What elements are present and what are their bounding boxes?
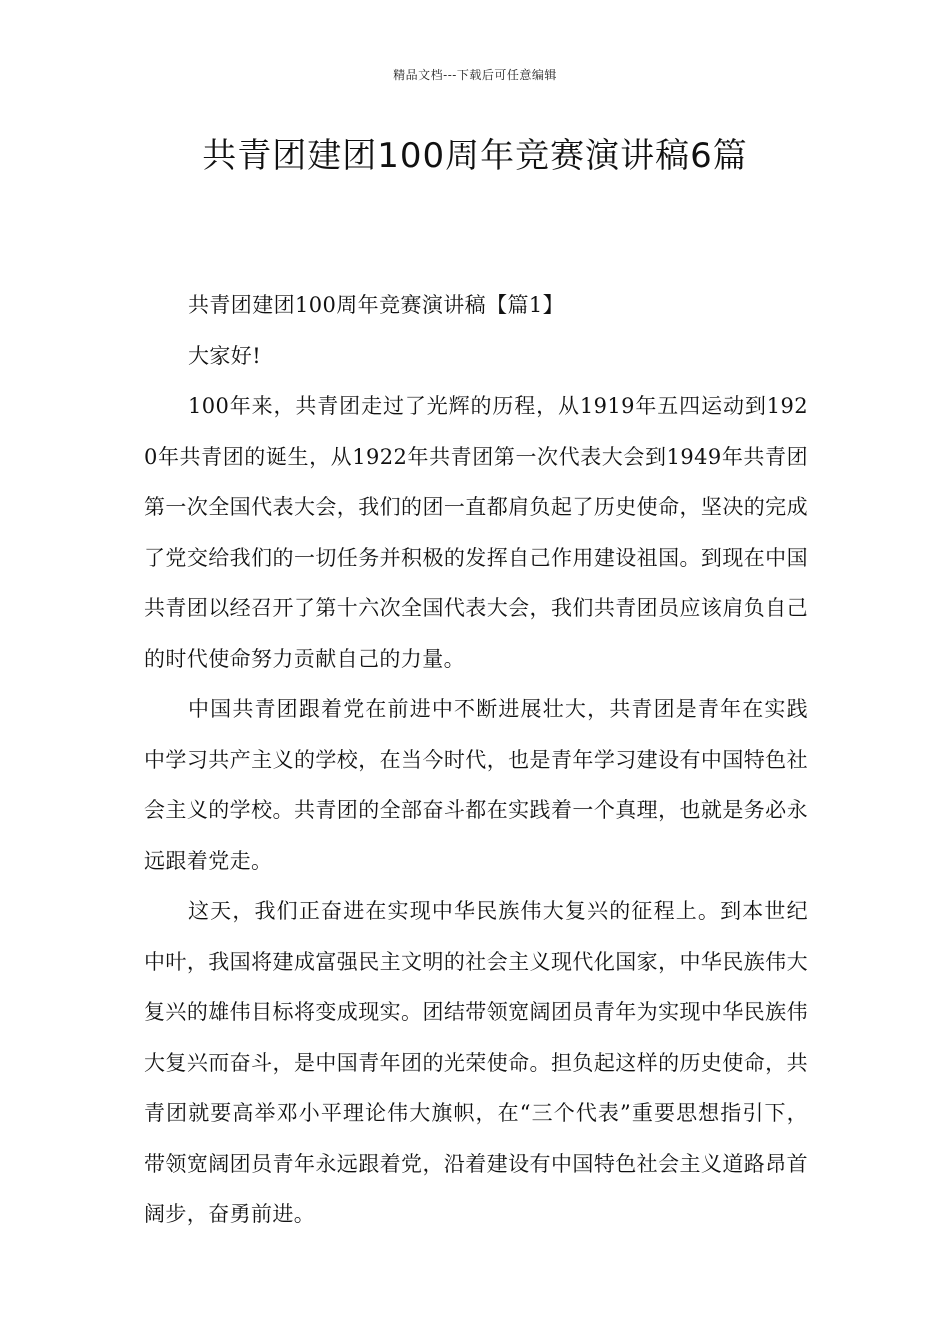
paragraph: 这天，我们正奋进在实现中华民族伟大复兴的征程上。到本世纪中叶，我国将建成富强民主文明的社会主义现代化国家，中华民族伟大复兴的雄伟目标将变成现实。团结带领宽阔团员青年为实现中华民族伟大复兴而奋斗，是中国青年团的光荣使命。担负起这样的历史使命，共青团就要高举邓小平理论伟大旗帜，在“三个代表”重要思想指引下，带领宽阔团员青年永远跟着党，沿着建设有中国特色社会主义道路昂首阔步，奋勇前进。	[144, 899, 808, 1226]
section-heading: 共青团建团100周年竞赛演讲稿【篇1】	[188, 293, 565, 317]
document-body	[144, 280, 808, 1240]
document-title: 共青团建团100周年竞赛演讲稿6篇	[202, 136, 748, 176]
paragraph: 中国共青团跟着党在前进中不断进展壮大，共青团是青年在实践中学习共产主义的学校，在当今时代，也是青年学习建设有中国特色社会主义的学校。共青团的全部奋斗都在实践着一个真理，也就是务必永远跟着党走。	[144, 697, 808, 873]
paragraph: 100年来，共青团走过了光辉的历程，从1919年五四运动到1920年共青团的诞生，从1922年共青团第一次代表大会到1949年共青团第一次全国代表大会，我们的团一直都肩负起了历史使命，坚决的完成了党交给我们的一切任务并积极的发挥自己作用建设祖国。到现在中国共青团以经召开了第十六次全国代表大会，我们共青团员应该肩负自己的时代使命努力贡献自己的力量。	[144, 394, 808, 671]
header-note: 精品文档---下载后可任意编辑	[393, 68, 557, 82]
greeting: 大家好!	[188, 343, 262, 368]
